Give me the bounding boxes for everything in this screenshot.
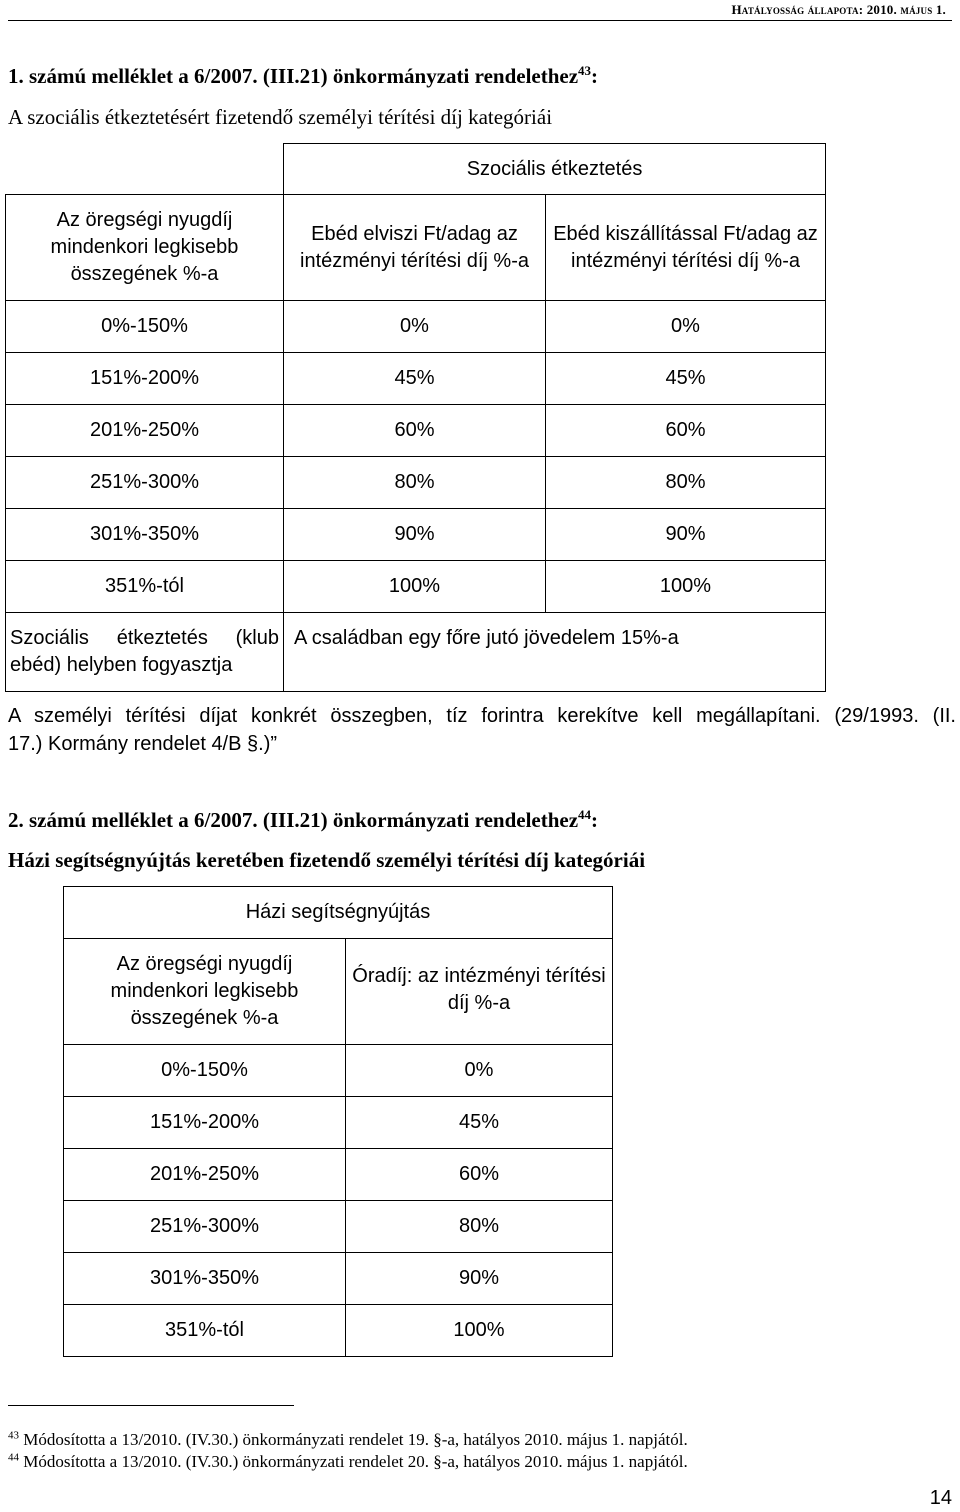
section1-note [8,702,956,758]
table1-takeaway-pct: 0% [284,301,546,353]
document-status-header: Hatályosság állapota: 2010. május 1. [731,2,946,17]
table1-club-lunch-label: Szociális étkeztetés (klub ebéd) helyben fogyasztja [6,613,284,692]
footnote-ref-number: 44 [8,1451,19,1464]
table1-delivery-pct: 100% [546,561,826,613]
section2-subheading: Házi segítségnyújtás keretében fizetendő személyi térítési díj kategóriái [8,848,646,872]
section1-heading-colon: : [591,64,599,88]
table2-hourly-pct: 0% [346,1045,613,1097]
table-row [6,353,826,405]
table1-income-range: 351%-tól [6,561,284,613]
section1-heading-text: 1. számú melléklet a 6/2007. (III.21) önkormányzati rendelethez [8,64,579,88]
table1-takeaway-pct: 45% [284,353,546,405]
table-row [6,301,826,353]
table1-group-header: Szociális étkeztetés [284,144,826,195]
table1-income-range: 251%-300% [6,457,284,509]
table1-col1-header: Az öregségi nyugdíj mindenkori legkisebb összegének %-a [6,195,284,301]
footnote-text: Módosította a 13/2010. (IV.30.) önkormányzati rendelet 19. §-a, hatályos 2010. május 1. napjától. [23,1430,688,1449]
home-help-table [63,886,613,1357]
page-number: 14 [929,1487,952,1509]
table2-income-range: 151%-200% [64,1097,346,1149]
table-row [64,1097,613,1149]
table1-income-range: 201%-250% [6,405,284,457]
section2-heading-footnote-ref[interactable]: 44 [578,807,592,822]
section2-heading [8,808,598,833]
table-row [64,1045,613,1097]
table1-takeaway-pct: 60% [284,405,546,457]
table2-group-header: Házi segítségnyújtás [64,887,613,939]
table1-takeaway-pct: 100% [284,561,546,613]
table-row [6,613,826,692]
table1-col3-header: Ebéd kiszállítással Ft/adag az intézményi térítési díj %-a [546,195,826,301]
table-row [64,1201,613,1253]
table2-hourly-pct: 45% [346,1097,613,1149]
section1-heading [8,64,598,89]
table1-club-lunch-value: A családban egy főre jutó jövedelem 15%-a [284,613,826,692]
footnote-43 [8,1430,688,1450]
footnote-separator [8,1405,294,1406]
table1-delivery-pct: 90% [546,509,826,561]
table2-income-range: 251%-300% [64,1201,346,1253]
table1-delivery-pct: 80% [546,457,826,509]
table-row [64,1149,613,1201]
table2-income-range: 0%-150% [64,1045,346,1097]
table2-income-range: 351%-tól [64,1305,346,1357]
table-row [64,1305,613,1357]
footnote-ref-number: 43 [8,1429,19,1442]
table2-col2-header: Óradíj: az intézményi térítési díj %-a [346,939,613,1045]
table1-col2-header: Ebéd elviszi Ft/adag az intézményi térítési díj %-a [284,195,546,301]
footnote-44 [8,1452,688,1472]
table2-hourly-pct: 100% [346,1305,613,1357]
table-row [64,1253,613,1305]
table2-hourly-pct: 80% [346,1201,613,1253]
table2-hourly-pct: 60% [346,1149,613,1201]
table-row [6,561,826,613]
footnote-text: Módosította a 13/2010. (IV.30.) önkormányzati rendelet 20. §-a, hatályos 2010. május 1. napjától. [23,1452,688,1471]
section2-heading-colon: : [591,808,599,832]
table2-hourly-pct: 90% [346,1253,613,1305]
table1-income-range: 151%-200% [6,353,284,405]
table1-delivery-pct: 45% [546,353,826,405]
table2-income-range: 201%-250% [64,1149,346,1201]
section2-heading-text: 2. számú melléklet a 6/2007. (III.21) önkormányzati rendelethez [8,808,579,832]
section1-subheading: A szociális étkeztetésért fizetendő személyi térítési díj kategóriái [8,105,553,129]
table1-takeaway-pct: 80% [284,457,546,509]
table2-col1-header: Az öregségi nyugdíj mindenkori legkisebb összegének %-a [64,939,346,1045]
section1-note-line2: 17.) Kormány rendelet 4/B §.)” [8,733,278,755]
section1-note-line1: A személyi térítési díjat konkrét összegben, tíz forintra kerekítve kell megállapítani. (29/1993. (II. [8,705,956,727]
table1-income-range: 301%-350% [6,509,284,561]
table1-delivery-pct: 60% [546,405,826,457]
table-row [6,509,826,561]
table-row [6,405,826,457]
table1-delivery-pct: 0% [546,301,826,353]
social-catering-table [5,143,826,692]
table1-takeaway-pct: 90% [284,509,546,561]
table1-corner-empty [6,144,284,195]
table2-income-range: 301%-350% [64,1253,346,1305]
table1-income-range: 0%-150% [6,301,284,353]
table-row [6,457,826,509]
header-rule [8,20,952,21]
section1-heading-footnote-ref[interactable]: 43 [578,63,592,78]
